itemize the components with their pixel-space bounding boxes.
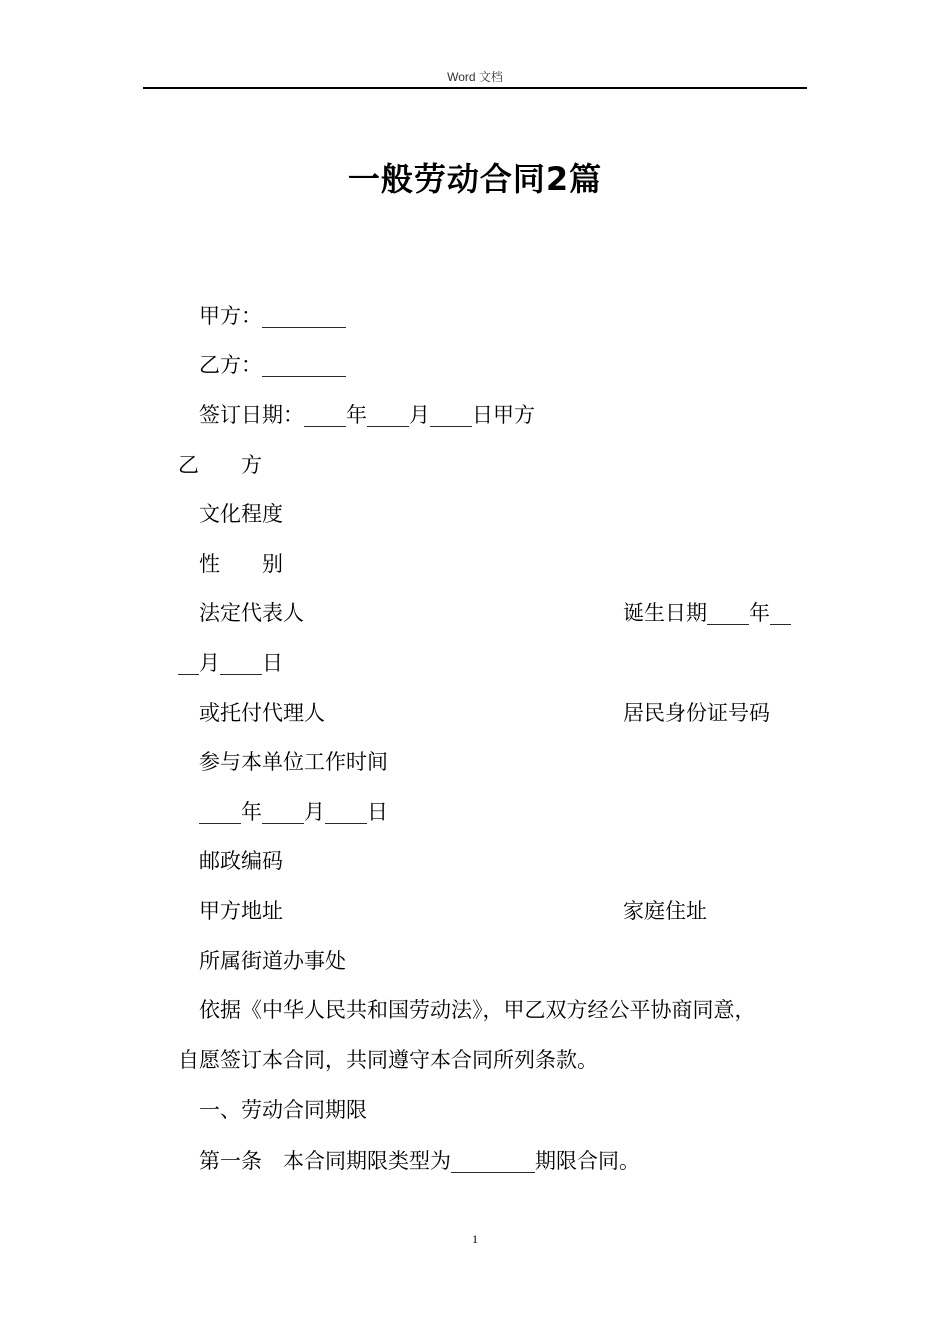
party-b-line: 乙方：________ (199, 353, 346, 377)
street-office-line: 所属街道办事处 (199, 949, 346, 973)
party-a-line: 甲方：________ (199, 304, 346, 328)
gender-line: 性 别 (199, 552, 283, 576)
id-number-line: 居民身份证号码 (623, 701, 770, 725)
sign-date-line: 签订日期：____年____月____日甲方 (199, 403, 535, 427)
legal-rep-line: 法定代表人 (199, 601, 304, 625)
education-line: 文化程度 (199, 502, 283, 526)
article-line: 第一条 本合同期限类型为________期限合同。 (199, 1149, 640, 1173)
header-divider (143, 87, 807, 89)
document-header-label: Word 文档 (447, 70, 503, 84)
birth-date-line: 诞生日期____年__ (623, 601, 791, 625)
birth-date-continuation: __月____日 (178, 651, 283, 675)
join-date-line: ____年____月____日 (199, 800, 388, 824)
intro-paragraph: 依据《中华人民共和国劳动法》，甲乙双方经公平协商同意， (199, 998, 756, 1022)
document-title: 一般劳动合同2篇 (347, 160, 603, 198)
address-a-line: 甲方地址 (199, 899, 283, 923)
section-heading: 一、劳动合同期限 (199, 1098, 367, 1122)
postcode-line: 邮政编码 (199, 849, 283, 873)
join-time-line: 参与本单位工作时间 (199, 750, 388, 774)
intro-paragraph-continuation: 自愿签订本合同，共同遵守本合同所列条款。 (178, 1048, 598, 1072)
agent-line: 或托付代理人 (199, 701, 325, 725)
page-number: 1 (472, 1232, 478, 1246)
home-address-line: 家庭住址 (623, 899, 707, 923)
yi-fang-line: 乙 方 (178, 453, 262, 477)
